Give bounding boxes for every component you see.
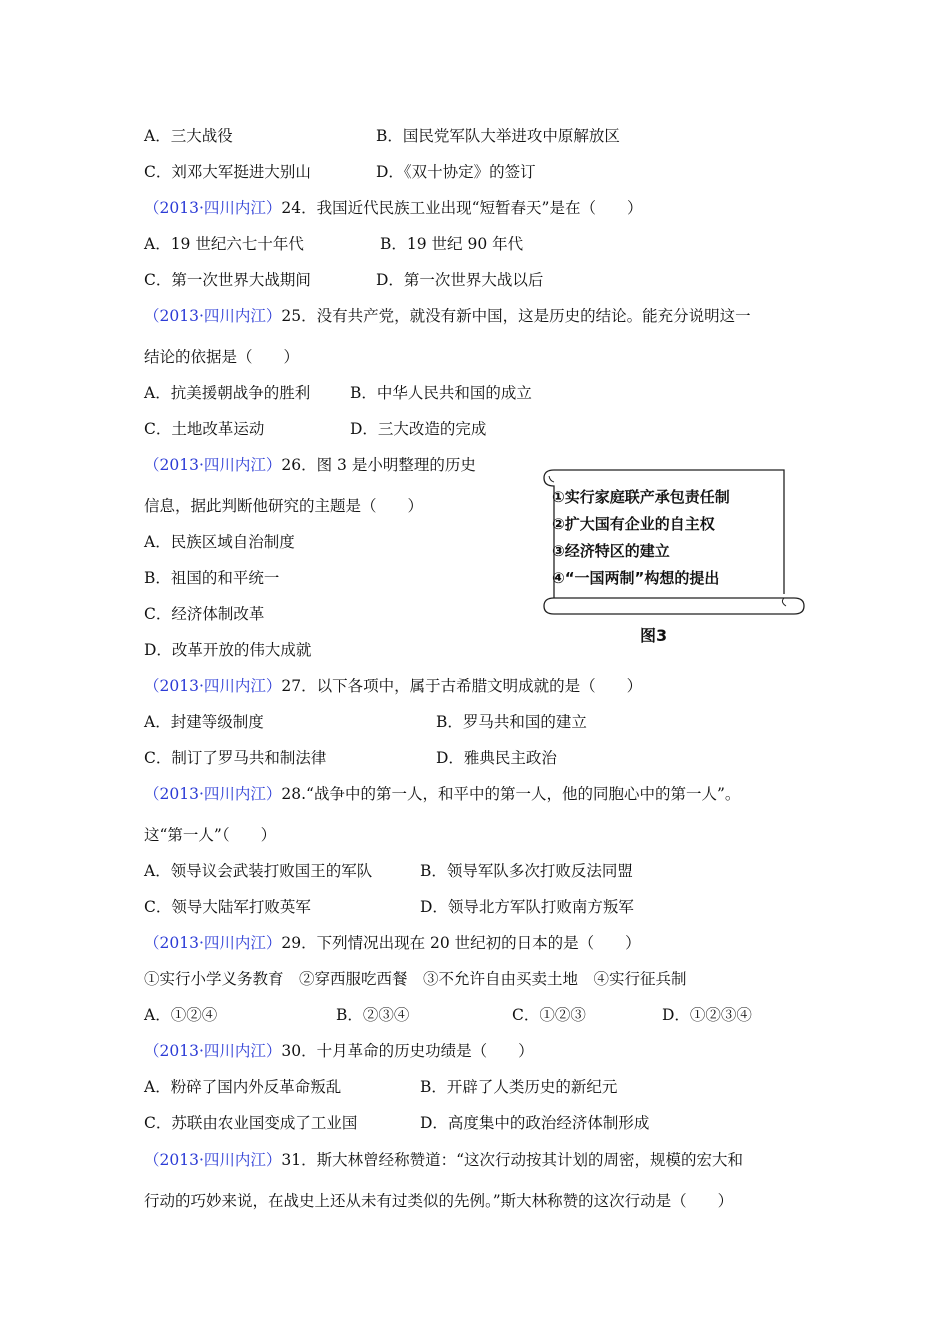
q29-stem-text: 29．下列情况出现在 20 世纪初的日本的是（ ） (281, 934, 641, 952)
q27-option-b: B．罗马共和国的建立 (436, 713, 587, 731)
q28-option-a: A．领导议会武装打败国王的军队 (144, 862, 373, 880)
q25-stem-line-1 (144, 306, 751, 326)
q27-stem-text: 27．以下各项中，属于古希腊文明成就的是（ ） (281, 677, 643, 695)
q28-stem-text-2: 这“第一人”（ ） (144, 826, 277, 844)
figure-caption: 图3 (640, 626, 668, 645)
q24-option-d: D．第一次世界大战以后 (376, 271, 544, 289)
q25-option-b: B．中华人民共和国的成立 (350, 384, 532, 402)
q28-stem-text-1: 28.“战争中的第一人，和平中的第一人，他的同胞心中的第一人”。 (281, 785, 741, 803)
q29-items: ①实行小学义务教育 ②穿西服吃西餐 ③不允许自由买卖土地 ④实行征兵制 (144, 970, 687, 988)
q26-option-c: C．经济体制改革 (144, 605, 265, 623)
q31-stem-text-1: 31．斯大林曾经称赞道：“这次行动按其计划的周密，规模的宏大和 (281, 1151, 744, 1169)
figure-item-4: ④“一国两制”构想的提出 (552, 569, 720, 587)
q25-option-c: C．土地改革运动 (144, 420, 265, 438)
q24-option-c: C．第一次世界大战期间 (144, 271, 311, 289)
q24-option-b: B．19 世纪 90 年代 (380, 235, 524, 253)
q30-stem (144, 1041, 534, 1061)
q28-option-d: D．领导北方军队打败南方叛军 (420, 898, 634, 916)
q25-option-d: D．三大改造的完成 (350, 420, 487, 438)
q23-option-c: C．刘邓大军挺进大别山 (144, 163, 311, 181)
q31-source: （2013·四川内江） (144, 1151, 282, 1169)
q27-option-c: C．制订了罗马共和制法律 (144, 749, 327, 767)
q26-option-d: D．改革开放的伟大成就 (144, 641, 312, 659)
q30-source: （2013·四川内江） (144, 1042, 282, 1060)
q30-option-b: B．开辟了人类历史的新纪元 (420, 1078, 618, 1096)
q26-option-b: B．祖国的和平统一 (144, 569, 280, 587)
q28-option-b: B．领导军队多次打败反法同盟 (420, 862, 633, 880)
q26-option-a: A．民族区域自治制度 (144, 533, 295, 551)
q25-stem-text-2: 结论的依据是（ ） (144, 348, 300, 366)
q27-stem (144, 676, 642, 696)
q27-source: （2013·四川内江） (144, 677, 282, 695)
q26-stem-text-1: 26．图 3 是小明整理的历史 (281, 456, 476, 474)
q29-option-a: A．①②④ (144, 1006, 218, 1024)
q27-option-d: D．雅典民主政治 (436, 749, 557, 767)
q30-option-c: C．苏联由农业国变成了工业国 (144, 1114, 358, 1132)
q26-stem-line-1 (144, 455, 476, 475)
q28-source: （2013·四川内江） (144, 785, 282, 803)
q29-option-b: B．②③④ (336, 1006, 410, 1024)
q31-stem-line-1 (144, 1150, 743, 1170)
q26-source: （2013·四川内江） (144, 456, 282, 474)
q31-stem-line-2 (144, 1191, 733, 1211)
q24-stem-text: 24．我国近代民族工业出现“短暂春天”是在（ ） (281, 199, 643, 217)
q30-option-d: D．高度集中的政治经济体制形成 (420, 1114, 650, 1132)
q30-stem-text: 30．十月革命的历史功绩是（ ） (281, 1042, 534, 1060)
q23-option-d: D．《双十协定》的签订 (376, 163, 536, 181)
q27-option-a: A．封建等级制度 (144, 713, 264, 731)
q24-source: （2013·四川内江） (144, 199, 282, 217)
figure-item-3: ③经济特区的建立 (552, 542, 670, 560)
q28-option-c: C．领导大陆军打败英军 (144, 898, 311, 916)
q29-source: （2013·四川内江） (144, 934, 282, 952)
q24-stem (144, 198, 642, 218)
q30-option-a: A．粉碎了国内外反革命叛乱 (144, 1078, 342, 1096)
q26-stem-line-2 (144, 496, 423, 516)
figure-3-scroll (540, 466, 806, 618)
figure-item-1: ①实行家庭联产承包责任制 (552, 488, 730, 506)
q29-stem (144, 933, 641, 953)
q25-stem-line-2 (144, 347, 299, 367)
figure-item-2: ②扩大国有企业的自主权 (552, 515, 715, 533)
q23-option-b: B．国民党军队大举进攻中原解放区 (376, 127, 620, 145)
q23-option-a: A．三大战役 (144, 127, 233, 145)
q29-option-d: D．①②③④ (662, 1006, 752, 1024)
q28-stem-line-1 (144, 784, 740, 804)
q31-stem-text-2: 行动的巧妙来说，在战史上还从未有过类似的先例。”斯大林称赞的这次行动是（ ） (144, 1192, 734, 1210)
q24-option-a: A．19 世纪六七十年代 (144, 235, 304, 253)
q25-stem-text-1: 25．没有共产党，就没有新中国，这是历史的结论。能充分说明这一 (281, 307, 751, 325)
q26-stem-text-2: 信息，据此判断他研究的主题是（ ） (144, 497, 424, 515)
q28-stem-line-2 (144, 825, 276, 845)
q29-option-c: C．①②③ (512, 1006, 586, 1024)
q25-source: （2013·四川内江） (144, 307, 282, 325)
q25-option-a: A．抗美援朝战争的胜利 (144, 384, 311, 402)
